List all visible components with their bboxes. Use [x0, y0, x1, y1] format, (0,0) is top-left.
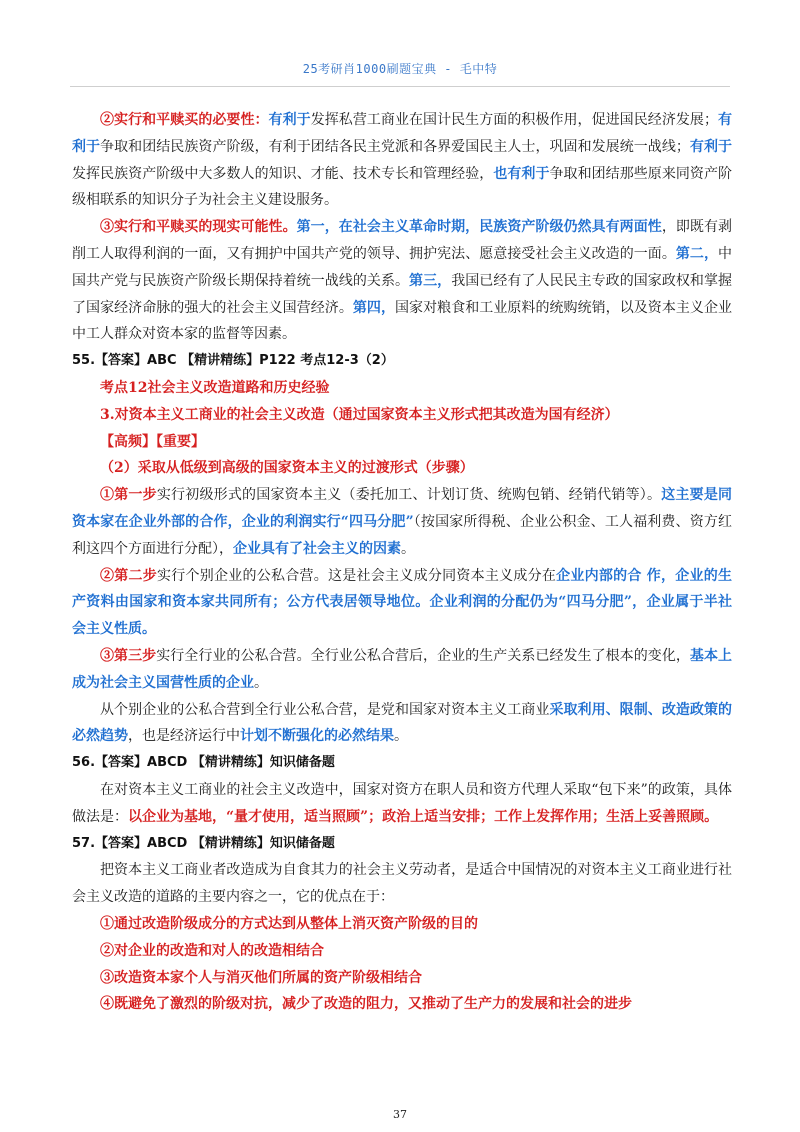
highlight: 采取利用、限制、改造政策的必然趋势: [72, 701, 732, 745]
point-heading: ③实行和平赎买的现实可能性。: [100, 219, 297, 236]
text: 。: [394, 728, 408, 745]
paragraph-step-2: [72, 563, 732, 643]
text: ，也是经济运行中: [128, 728, 240, 745]
question-57-answer-heading: 57.【答案】ABCD 【精讲精练】知识储备题: [72, 835, 335, 851]
text: 。: [254, 674, 268, 691]
question-55-answer-heading: 55.【答案】ABC 【精讲精练】P122 考点12-3（2）: [72, 353, 394, 369]
question-56-answer-heading: 56.【答案】ABCD 【精讲精练】知识储备题: [72, 755, 335, 771]
text: 在对资本主义工商业的社会主义改造中，国家对资方在职人员和资方代理人采取“包下来”的政策，具体做法是：: [72, 781, 732, 825]
list-item: ①通过改造阶级成分的方式达到从整体上消灭资产阶级的目的: [100, 915, 478, 932]
list-item: ④既避免了激烈的阶级对抗，减少了改造的阻力，又推动了生产力的发展和社会的进步: [100, 996, 632, 1013]
highlight: 计划不断强化的必然结果: [240, 728, 394, 745]
paragraph-step-3: [72, 643, 732, 697]
step-label: ②第二步: [100, 567, 158, 584]
highlight: 第二，: [675, 245, 719, 262]
text: 。: [401, 540, 415, 557]
text: 实行全行业的公私合营。全行业公私合营后，企业的生产关系已经发生了根本的变化，: [156, 647, 690, 664]
text: 实行个别企业的公私合营。这是社会主义成分同资本主义成分在: [157, 567, 557, 584]
highlight: 企业内部的合 作，企业的生产资料由国家和资本家共同所有；公方代表居领导地位。企业利润的分配仍为“四马分肥”，企业属于半社会主义性质。: [72, 567, 733, 638]
text: 我国已经有了人民民主专政的国家政权和掌握了国家经济命脉的强大的社会主义国营经济。: [72, 272, 733, 316]
page-header: 25考研肖1000刷题宝典 - 毛中特: [302, 62, 498, 76]
highlight: 这主要是同资本家在企业外部的合作，企业的利润实行“四马分肥”: [72, 487, 733, 530]
header-divider: [70, 86, 730, 87]
text: 实行初级形式的国家资本主义（委托加工、计划订货、统购包销、经销代销等）。: [156, 487, 662, 504]
text: 国家对粮食和工业原料的统购统销，以及资本主义企业中工人群众对资本家的监督等因素。: [72, 299, 733, 343]
list-item: ②对企业的改造和对人的改造相结合: [100, 942, 324, 959]
text: 争取和团结那些原来同资产阶级相联系的知识分子为社会主义建设服务。: [72, 165, 733, 209]
subtopic-heading: 3.对资本主义工商业的社会主义改造（通过国家资本主义形式把其改造为国有经济）: [100, 406, 619, 423]
text: 发挥民族资产阶级中大多数人的知识、才能、技术专长和管理经验，: [72, 165, 494, 182]
highlight: 第一，在社会主义革命时期，民族资产阶级仍然具有两面性: [296, 219, 662, 236]
highlight: 有利于: [689, 138, 733, 155]
step-label: ①第一步: [100, 487, 157, 504]
text: （按国家所得税、企业公积金、工人福利费、资方红利这四个方面进行分配），: [72, 513, 732, 557]
highlight: 基本上成为社会主义国营性质的企业: [72, 647, 733, 691]
paragraph-redemption-feasibility: [72, 214, 732, 348]
highlight: 第四，: [352, 299, 396, 316]
text: 争取和团结民族资产阶级，有利于团结各民主党派和各界爱国民主人士，巩固和发展统一战线；: [100, 138, 690, 155]
text: 从个别企业的公私合营到全行业公私合营，是党和国家对资本主义工商业: [100, 701, 550, 718]
page-number: 37: [393, 1108, 407, 1121]
frequency-tags: 【高频】【重要】: [100, 433, 205, 450]
highlight: 有利于: [72, 112, 733, 155]
text: ，即既有剥削工人取得利润的一面，又有拥护中国共产党的领导、拥护宪法、愿意接受社会主义改造的一面。: [72, 219, 733, 262]
list-item: ③改造资本家个人与消灭他们所属的资产阶级相结合: [100, 969, 422, 986]
highlight: 有利于: [268, 112, 311, 128]
topic-heading: 考点12社会主义改造道路和历史经验: [100, 379, 330, 396]
highlight: 企业具有了社会主义的因素: [233, 540, 401, 557]
paragraph-q56: [72, 777, 732, 831]
text: 中国共产党与民族资产阶级长期保持着统一战线的关系。: [72, 245, 733, 289]
page-content: [72, 107, 732, 1018]
subtopic-steps-heading: （2）采取从低级到高级的国家资本主义的过渡形式（步骤）: [100, 460, 474, 477]
highlight: 第三，: [409, 272, 452, 289]
paragraph-redemption-necessity: [72, 107, 732, 214]
paragraph-step-1: [72, 482, 732, 562]
highlight: 以企业为基地，“量才使用，适当照顾”；政治上适当安排；工作上发挥作用；生活上妥善照顾。: [128, 808, 719, 825]
highlight: 也有利于: [493, 165, 550, 182]
point-heading: ②实行和平赎买的必要性：: [100, 112, 269, 128]
paragraph-q57-intro: 把资本主义工商业者改造成为自食其力的社会主义劳动者，是适合中国情况的对资本主义工商业进行社会主义改造的道路的主要内容之一，它的优点在于：: [72, 862, 732, 906]
step-label: ③第三步: [100, 647, 157, 664]
paragraph-summary: [72, 697, 732, 751]
text: 发挥私营工商业在国计民生方面的积极作用，促进国民经济发展；: [310, 112, 718, 128]
